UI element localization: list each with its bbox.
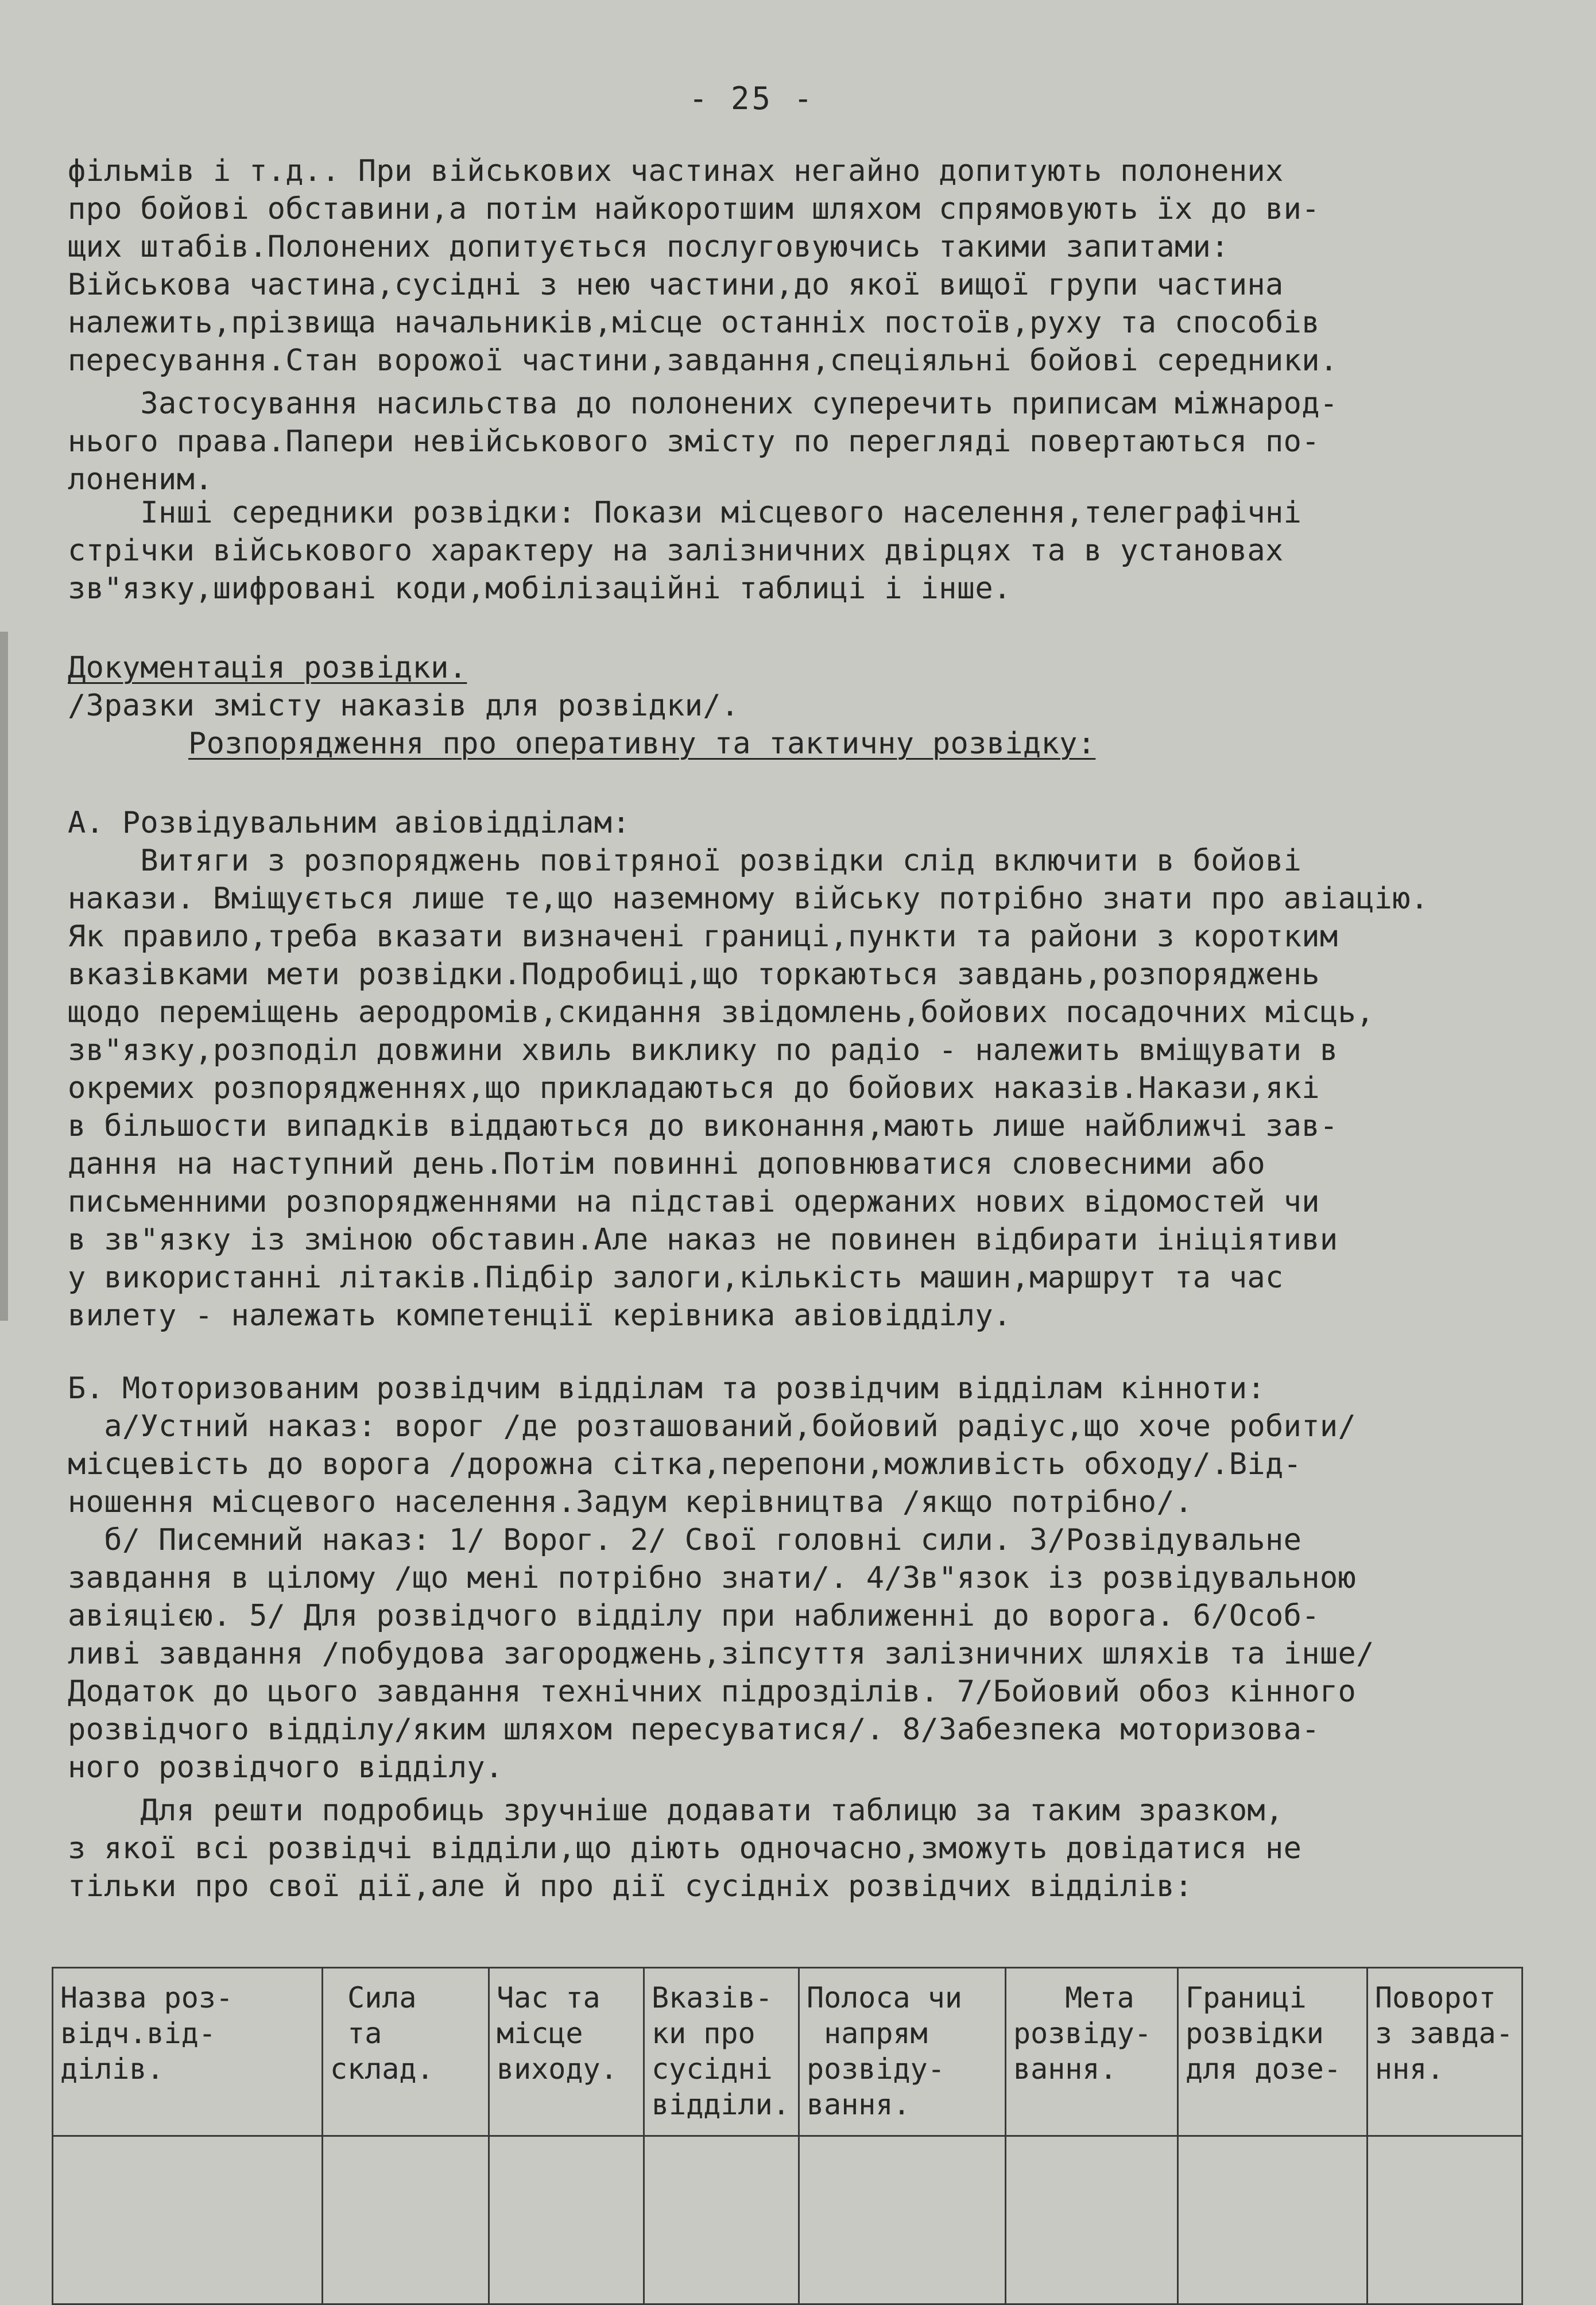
table-header-cell: Границі розвідки для дозе-: [1178, 1968, 1368, 2136]
text-line: лоненим.: [68, 462, 213, 497]
table-header-cell: Назва роз- відч.від- ділів.: [53, 1968, 323, 2136]
table-header-cell: Мета розвіду- вання.: [1006, 1968, 1178, 2136]
text-line: а/Устний наказ: ворог /де розташований,бойовий радіус,що хоче робити/: [68, 1409, 1357, 1444]
text-line: щодо переміщень аеродромів,скидання звідомлень,бойових посадочних місць,: [68, 995, 1374, 1030]
section-subtitle: /Зразки змісту наказів для розвідки/.: [68, 689, 739, 723]
text-line: в більшости випадків віддаються до виконання,мають лише найближчі зав-: [68, 1109, 1338, 1143]
text-line: фільмів і т.д.. При військових частинах негайно допитують полонених: [68, 154, 1284, 188]
text-line: вилету - належать компетенції керівника авіовідділу.: [68, 1298, 1012, 1333]
table-cell: [323, 2136, 489, 2304]
paragraph-violence: [68, 385, 1537, 498]
text-line: б/ Писемний наказ: 1/ Ворог. 2/ Свої головні сили. 3/Розвідувальне: [68, 1523, 1302, 1557]
text-line: про бойові обставини,а потім найкоротшим шляхом спрямовують їх до ви-: [68, 192, 1320, 226]
text-line: розвідчого відділу/яким шляхом пересуватися/. 8/Забезпека моторизова-: [68, 1712, 1320, 1747]
table-cell: [1006, 2136, 1178, 2304]
table-header-cell: Час та місце виходу.: [489, 1968, 644, 2136]
text-line: Як правило,треба вказати визначені границі,пункти та райони з коротким: [68, 919, 1338, 954]
text-line: місцевість до ворога /дорожна сітка,перепони,можливість обходу/.Від-: [68, 1447, 1302, 1482]
text-line: окремих розпорядженнях,що прикладаються до бойових наказів.Накази,які: [68, 1071, 1320, 1105]
text-line: ного розвідчого відділу.: [68, 1750, 503, 1785]
table-header-row: [53, 1968, 1523, 2136]
text-line: письменними розпорядженнями на підставі одержаних нових відомостей чи: [68, 1185, 1320, 1219]
section-title: Документація розвідки.: [68, 651, 467, 685]
text-line: Додаток до цього завдання технічних підрозділів. 7/Бойовий обоз кінного: [68, 1674, 1357, 1709]
table-cell: [1368, 2136, 1523, 2304]
paragraph-other-means: [68, 494, 1537, 608]
part-a-title: А. Розвідувальним авіовідділам:: [68, 806, 630, 840]
scan-margin-shadow: [0, 632, 8, 1321]
text-line: пересування.Стан ворожої частини,завдання,спеціяльні бойові середники.: [68, 343, 1338, 378]
table-cell: [1178, 2136, 1368, 2304]
table-header-cell: Полоса чи напрям розвіду- вання.: [799, 1968, 1006, 2136]
text-line: Інші середники розвідки: Покази місцевого населення,телеграфічні: [68, 496, 1302, 530]
section-heading: [68, 649, 1537, 763]
text-line: з якої всі розвідчі відділи,що діють одночасно,зможуть довідатися не: [68, 1831, 1302, 1866]
table-header-cell: Сила та склад.: [323, 1968, 489, 2136]
paragraph-prisoners: [68, 152, 1537, 380]
part-a-aviation: [68, 804, 1537, 1335]
table-header-cell: Поворот з завда- ння.: [1368, 1968, 1523, 2136]
text-line: Для решти подробиць зручніше додавати таблицю за таким зразком,: [68, 1793, 1284, 1828]
table-empty-row: [53, 2136, 1523, 2304]
part-b-title: Б. Моторизованим розвідчим відділам та розвідчим відділам кінноти:: [68, 1371, 1266, 1406]
text-line: щих штабів.Полонених допитується послуговуючись такими запитами:: [68, 230, 1229, 264]
text-line: стрічки військового характеру на залізничних двірцях та в установах: [68, 533, 1284, 568]
page-number: - 25 -: [689, 80, 815, 117]
text-line: в зв"язку із зміною обставин.Але наказ не повинен відбирати ініціятиви: [68, 1223, 1338, 1257]
recon-units-table: [52, 1967, 1523, 2305]
text-line: дання на наступний день.Потім повинні доповнюватися словесними або: [68, 1147, 1266, 1181]
paragraph-table-intro: [68, 1792, 1537, 1905]
table-cell: [799, 2136, 1006, 2304]
part-b-motorized: [68, 1370, 1537, 1786]
text-line: нього права.Папери невійськового змісту по перегляді повертаються по-: [68, 424, 1320, 459]
table-header-cell: Вказів- ки про сусідні відділи.: [644, 1968, 799, 2136]
text-line: завдання в цілому /що мені потрібно знати/. 4/Зв"язок із розвідувальною: [68, 1561, 1357, 1595]
text-line: тільки про свої дії,але й про дії сусідніх розвідчих відділів:: [68, 1869, 1193, 1904]
text-line: авіяцією. 5/ Для розвідчого відділу при наближенні до ворога. 6/Особ-: [68, 1599, 1320, 1633]
table-cell: [489, 2136, 644, 2304]
text-line: Військова частина,сусідні з нею частини,до якої вищої групи частина: [68, 268, 1284, 302]
text-line: зв"язку,шифровані коди,мобілізаційні таблиці і інше.: [68, 571, 1012, 606]
text-line: Витяги з розпоряджень повітряної розвідки слід включити в бойові: [68, 844, 1302, 878]
table-cell: [644, 2136, 799, 2304]
text-line: ношення місцевого населення.Задум керівництва /якщо потрібно/.: [68, 1485, 1193, 1519]
text-line: у використанні літаків.Підбір залоги,кількість машин,маршрут та час: [68, 1260, 1284, 1295]
table-cell: [53, 2136, 323, 2304]
text-line: ливі завдання /побудова загороджень,зіпсуття залізничних шляхів та інше/: [68, 1637, 1374, 1671]
text-line: Застосування насильства до полонених суперечить приписам міжнарод-: [68, 386, 1338, 421]
section-heading2: Розпорядження про оперативну та тактичну розвідку:: [188, 726, 1096, 761]
text-line: зв"язку,розподіл довжини хвиль виклику по радіо - належить вміщувати в: [68, 1033, 1338, 1068]
text-line: накази. Вміщується лише те,що наземному війську потрібно знати про авіацію.: [68, 881, 1429, 916]
text-line: належить,прізвища начальників,місце останніх постоїв,руху та способів: [68, 305, 1320, 340]
text-line: вказівками мети розвідки.Подробиці,що торкаються завдань,розпоряджень: [68, 957, 1320, 992]
